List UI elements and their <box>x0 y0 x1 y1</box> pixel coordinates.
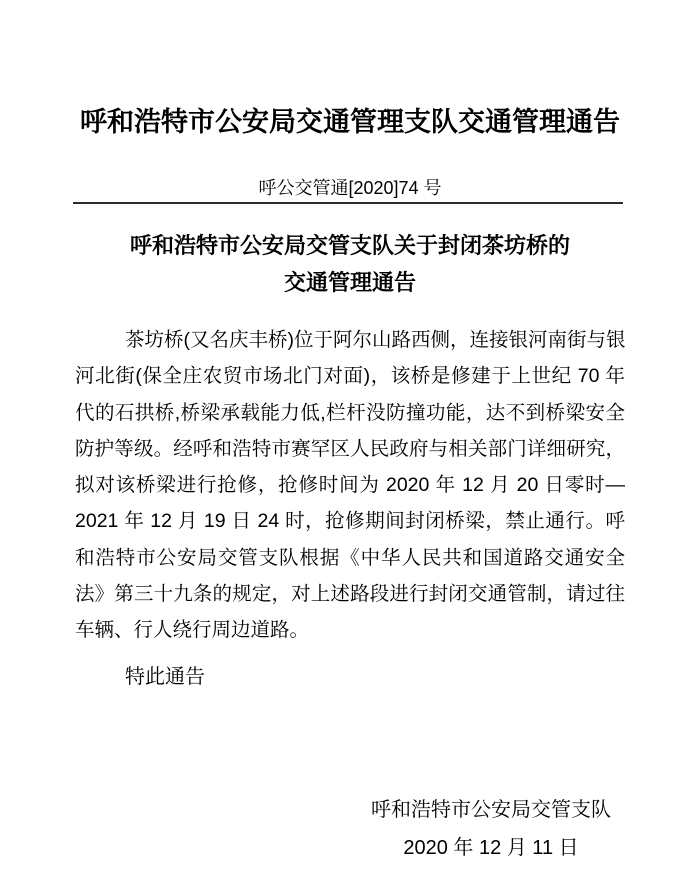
body-line-7: 和浩特市公安局交管支队根据《中华人民共和国道路交通安全 <box>75 546 625 569</box>
body-line-6: 2021 年 12 月 19 日 24 时，抢修期间封闭桥梁，禁止通行。呼 <box>75 510 625 533</box>
document-number: 呼公交管通[2020]74 号 <box>258 178 442 198</box>
issuing-authority: 呼和浩特市公安局交管支队 <box>371 799 611 821</box>
header-divider <box>73 202 623 204</box>
closing-phrase: 特此通告 <box>125 666 205 688</box>
body-line-4: 防护等级。经呼和浩特市赛罕区人民政府与相关部门详细研究， <box>75 437 625 460</box>
notice-subtitle <box>0 227 700 301</box>
body-line-3: 代的石拱桥,桥梁承载能力低,栏杆没防撞功能，达不到桥梁安全 <box>75 401 625 424</box>
body-line-2: 河北街(保全庄农贸市场北门对面)，该桥是修建于上世纪 70 年 <box>75 365 625 388</box>
body-line-5: 拟对该桥梁进行抢修，抢修时间为 2020 年 12 月 20 日零时— <box>75 474 625 497</box>
body-line-9: 车辆、行人绕行周边道路。 <box>75 619 310 642</box>
subtitle-line-1: 呼和浩特市公安局交管支队关于封闭茶坊桥的 <box>129 233 570 258</box>
issue-date: 2020 年 12 月 11 日 <box>403 837 579 859</box>
document-title: 呼和浩特市公安局交通管理支队交通管理通告 <box>80 107 620 137</box>
signature-block <box>371 791 611 867</box>
subtitle-line-2: 交通管理通告 <box>283 270 416 295</box>
body-line-1: 茶坊桥(又名庆丰桥)位于阿尔山路西侧，连接银河南街与银 <box>125 329 626 351</box>
body-line-8: 法》第三十九条的规定，对上述路段进行封闭交通管制，请过往 <box>75 583 625 606</box>
notice-body <box>75 322 625 649</box>
